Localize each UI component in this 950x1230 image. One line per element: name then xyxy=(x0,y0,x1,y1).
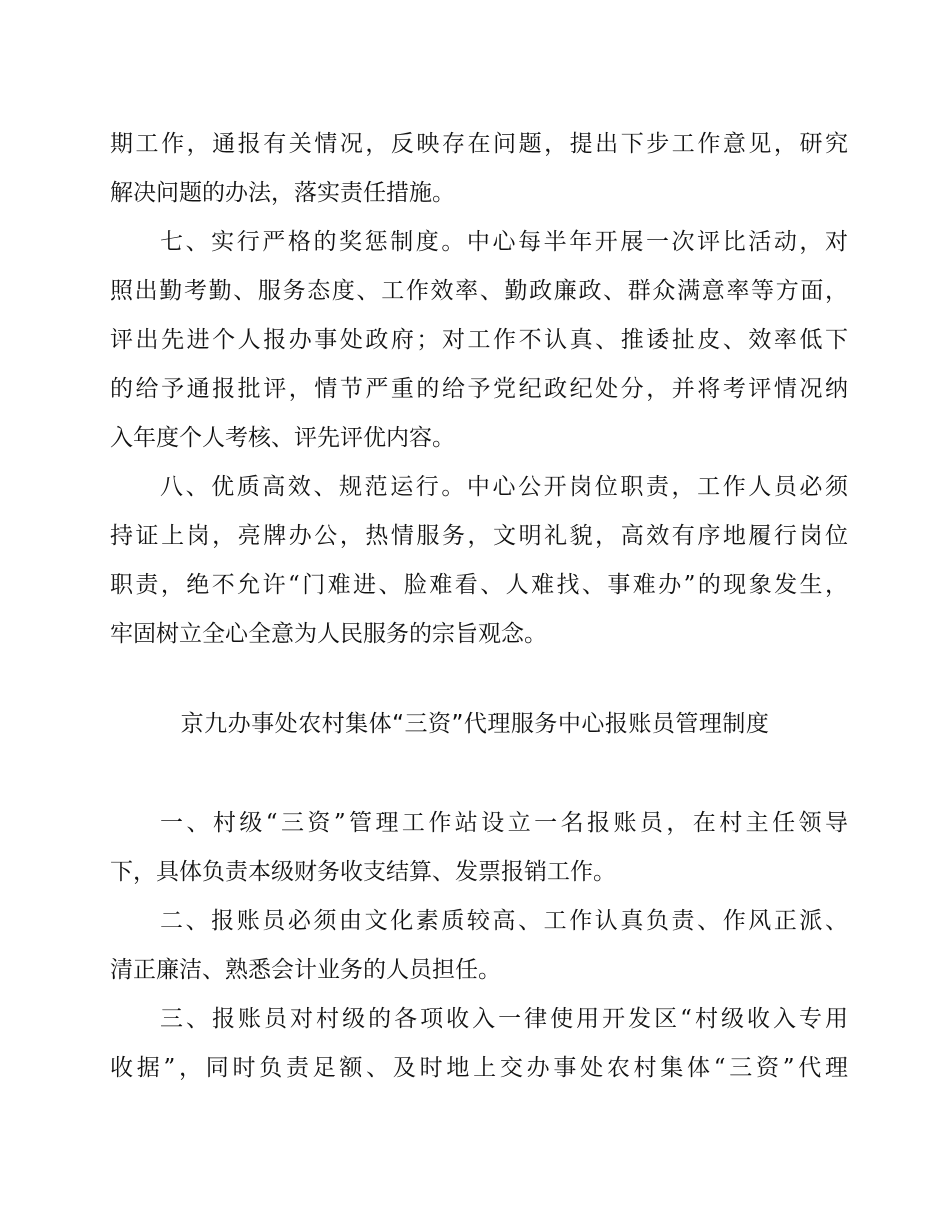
paragraph-line: 收据”，同时负责足额、及时地上交办事处农村集体“三资”代理 xyxy=(110,1055,848,1081)
paragraph-line: 一、村级“三资”管理工作站设立一名报账员，在村主任领导 xyxy=(160,810,848,836)
paragraph-line: 持证上岗，亮牌办公，热情服务，文明礼貌，高效有序地履行岗位 xyxy=(110,523,848,549)
paragraph-line: 清正廉洁、熟悉会计业务的人员担任。 xyxy=(110,957,501,983)
paragraph-line: 期工作，通报有关情况，反映存在问题，提出下步工作意见，研究 xyxy=(110,131,848,157)
paragraph-line: 牢固树立全心全意为人民服务的宗旨观念。 xyxy=(110,621,547,647)
paragraph-line: 评出先进个人报办事处政府；对工作不认真、推诿扯皮、效率低下 xyxy=(110,327,848,353)
section-heading: 京九办事处农村集体“三资”代理服务中心报账员管理制度 xyxy=(180,711,770,737)
paragraph-line: 二、报账员必须由文化素质较高、工作认真负责、作风正派、 xyxy=(160,908,848,934)
paragraph-line: 入年度个人考核、评先评优内容。 xyxy=(110,425,455,451)
paragraph-line: 七、实行严格的奖惩制度。中心每半年开展一次评比活动，对 xyxy=(160,229,848,255)
paragraph-line: 的给予通报批评，情节严重的给予党纪政纪处分，并将考评情况纳 xyxy=(110,376,848,402)
paragraph-line: 解决问题的办法，落实责任措施。 xyxy=(110,180,455,206)
paragraph-line: 职责，绝不允许“门难进、脸难看、人难找、事难办”的现象发生， xyxy=(110,572,848,598)
paragraph-line: 照出勤考勤、服务态度、工作效率、勤政廉政、群众满意率等方面， xyxy=(110,278,848,304)
paragraph-line: 三、报账员对村级的各项收入一律使用开发区“村级收入专用 xyxy=(160,1006,848,1032)
paragraph-line: 八、优质高效、规范运行。中心公开岗位职责，工作人员必须 xyxy=(160,474,848,500)
paragraph-line: 下，具体负责本级财务收支结算、发票报销工作。 xyxy=(110,859,616,885)
